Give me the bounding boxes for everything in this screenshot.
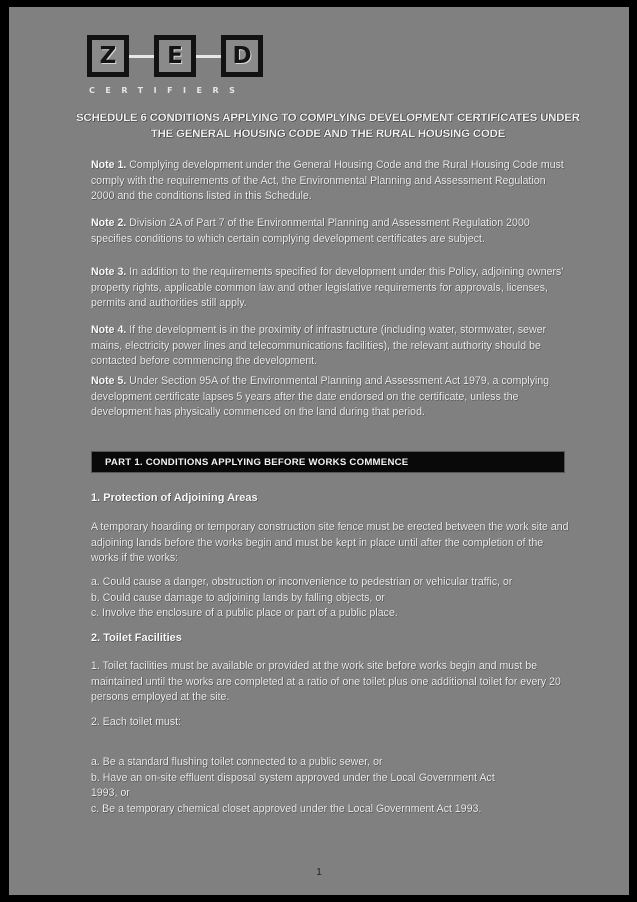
list-item: a. Could cause a danger, obstruction or inconvenience to pedestrian or vehicular traffic, or: [91, 576, 513, 588]
logo-letter-e: E: [154, 35, 196, 77]
note-5-text: Under Section 95A of the Environmental Planning and Assessment Act 1979, a complying development certificate lapses 5 years after the date endorsed on the certificate, unless the development has physically commenced on the land during that period.: [91, 375, 550, 419]
part-1-section-banner: [91, 451, 565, 473]
logo-connector-1: [129, 55, 154, 58]
page-title: SCHEDULE 6 CONDITIONS APPLYING TO COMPLYING DEVELOPMENT CERTIFICATES UNDER THE GENERAL HOUSING CODE AND THE RURAL HOUSING CODE: [76, 112, 580, 140]
section-1-heading: 1. Protection of Adjoining Areas: [91, 492, 258, 504]
list-item: c. Be a temporary chemical closet approved under the Local Government Act 1993.: [91, 802, 482, 815]
list-item: a. Be a standard flushing toilet connected to a public sewer, or: [91, 756, 383, 768]
list-item: c. Involve the enclosure of a public place or part of a public place.: [91, 607, 398, 620]
note-4-label: Note 4.: [91, 324, 127, 336]
section-2-list: [91, 755, 581, 817]
note-3: [91, 265, 569, 312]
note-5: [91, 374, 569, 421]
logo-connector-2: [196, 55, 221, 58]
page-number: 1: [316, 867, 322, 878]
note-1-text: Complying development under the General Housing Code and the Rural Housing Code must comply with the requirements of the Act, the Environmental Planning and Assessment Regulation 2000 and the conditions listed in this Schedule.: [91, 159, 564, 203]
list-item: b. Have an on-site effluent disposal system approved under the Local Government Act: [91, 771, 495, 784]
list-item: b. Could cause damage to adjoining lands by falling objects, or: [91, 591, 385, 604]
logo-letter-d: D: [221, 35, 263, 77]
note-1-label: Note 1.: [91, 159, 127, 171]
note-2-text: Division 2A of Part 7 of the Environmental Planning and Assessment Regulation 2000 specifies conditions to which certain complying development certificates are subject.: [91, 217, 530, 245]
zed-certifiers-logo: [87, 35, 287, 95]
note-2-label: Note 2.: [91, 217, 127, 229]
document-page: [9, 7, 629, 895]
section-2-paragraph-1: 1. Toilet facilities must be available or provided at the work site before works begin and must be maintained until the works are completed at a ratio of one toilet plus one additional toilet for every 20 persons employed at the site.: [91, 660, 561, 704]
note-3-label: Note 3.: [91, 266, 127, 278]
note-5-label: Note 5.: [91, 375, 127, 387]
note-4: [91, 323, 569, 370]
list-item: 1993, or: [91, 787, 130, 800]
logo-wordmark: CERTIFIERS: [89, 86, 246, 95]
section-1-paragraph: A temporary hoarding or temporary construction site fence must be erected between the work site and adjoining lands before the works begin and must be kept in place until after the completion of the works if the works:: [91, 521, 569, 565]
part-1-banner-label: PART 1. CONDITIONS APPLYING BEFORE WORKS COMMENCE: [105, 456, 409, 468]
section-2-paragraph-2: 2. Each toilet must:: [91, 716, 182, 728]
note-2: [91, 216, 569, 247]
logo-letter-boxes: [87, 35, 287, 77]
logo-letter-z: Z: [87, 35, 129, 77]
section-2-heading: 2. Toilet Facilities: [91, 632, 182, 644]
note-4-text: If the development is in the proximity of infrastructure (including water, stormwater, sewer mains, electricity power lines and telecommunications facilities), the relevant authority should be contacted before commencing the development.: [91, 324, 547, 368]
section-1-list: [91, 575, 581, 622]
note-1: [91, 158, 569, 205]
note-3-text: In addition to the requirements specified for development under this Policy, adjoining owners' property rights, applicable common law and other legislative requirements for approvals, licenses, permits and authorities still apply.: [91, 266, 564, 310]
